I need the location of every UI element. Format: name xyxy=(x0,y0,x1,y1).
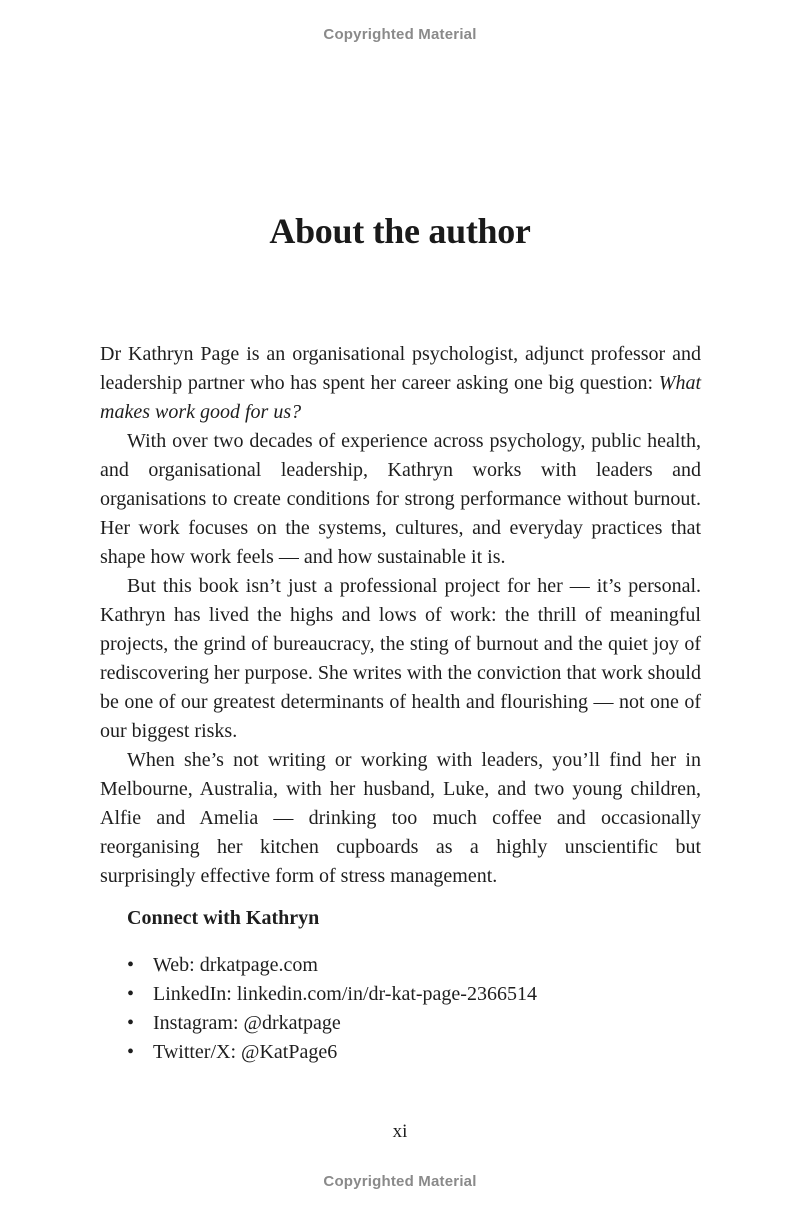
bio-paragraph-4: When she’s not writing or working with leaders, you’ll find her in Melbourne, Australia, with her husband, Luke, and two young children, Alfie and Amelia — drinking too much coffee and occasionally reorganising her kitchen cupboards as a highly unscientific but surprisingly effective form of stress management. xyxy=(100,749,701,887)
bio-question: What makes work good for us? xyxy=(100,372,701,423)
connect-heading: Connect with Kathryn xyxy=(127,907,320,929)
bullet-icon: • xyxy=(127,983,135,1005)
contact-twitter-text: Twitter/X: @KatPage6 xyxy=(153,1041,338,1063)
bullet-icon: • xyxy=(127,954,135,976)
contact-item-twitter xyxy=(127,1038,537,1067)
contact-list xyxy=(127,951,537,1067)
contact-linkedin-text: LinkedIn: linkedin.com/in/dr-kat-page-2366514 xyxy=(153,983,537,1005)
contact-item-web xyxy=(127,951,537,980)
bullet-icon: • xyxy=(127,1012,135,1034)
bio-paragraph-2: With over two decades of experience across psychology, public health, and organisational leadership, Kathryn works with leaders and organisations to create conditions for strong performance without burnout. Her work focuses on the systems, cultures, and everyday practices that shape how work feels — and how sustainable it is. xyxy=(100,430,701,568)
contact-instagram-text: Instagram: @drkatpage xyxy=(153,1012,341,1034)
bio-paragraph-3: But this book isn’t just a professional project for her — it’s personal. Kathryn has lived the highs and lows of work: the thrill of meaningful projects, the grind of bureaucracy, the sting of burnout and the quiet joy of rediscovering her purpose. She writes with the conviction that work should be one of our greatest determinants of health and flourishing — not one of our biggest risks. xyxy=(100,575,701,742)
contact-item-instagram xyxy=(127,1009,537,1038)
copyright-watermark-top: Copyrighted Material xyxy=(323,26,477,43)
copyright-watermark-bottom: Copyrighted Material xyxy=(323,1173,477,1190)
author-bio xyxy=(100,340,701,891)
page-number: xi xyxy=(392,1121,408,1142)
bio-paragraph-1 xyxy=(100,340,701,427)
contact-item-linkedin xyxy=(127,980,537,1009)
page-title: About the author xyxy=(269,211,531,251)
contact-web-text: Web: drkatpage.com xyxy=(153,954,318,976)
bullet-icon: • xyxy=(127,1041,135,1063)
bio-paragraph-1-text: Dr Kathryn Page is an organisational psychologist, adjunct professor and leadership partner who has spent her career asking one big question: xyxy=(100,343,701,394)
